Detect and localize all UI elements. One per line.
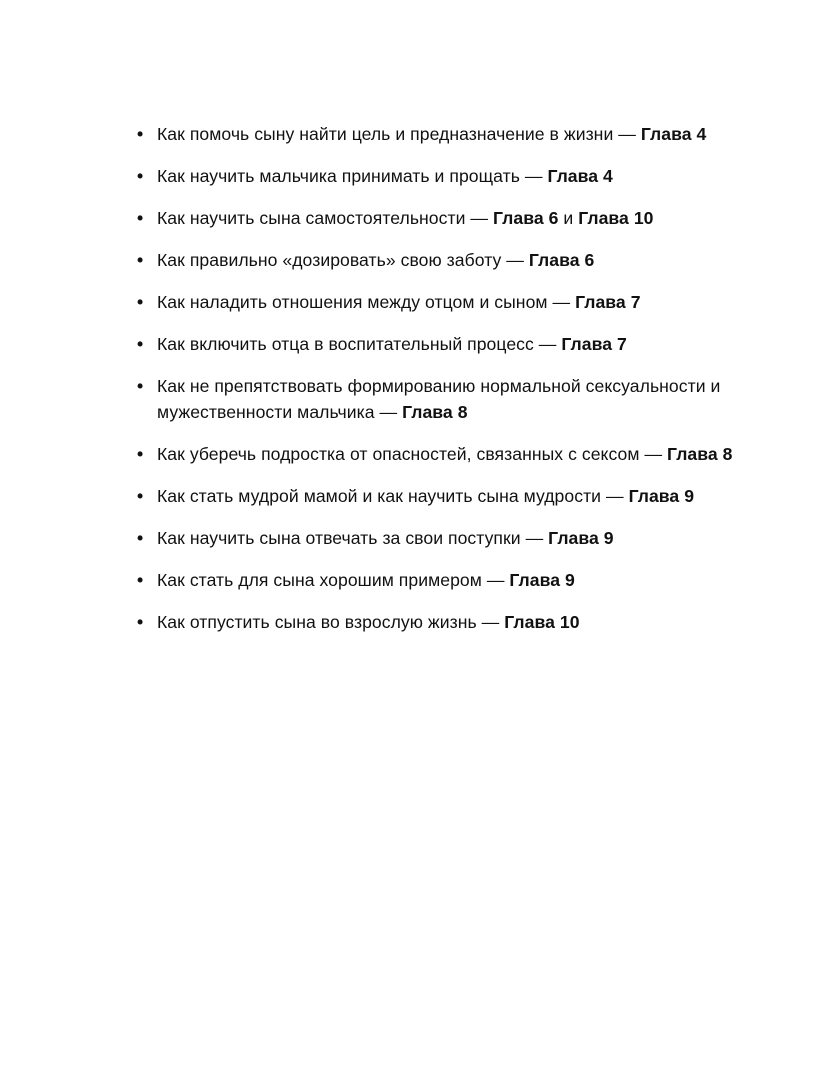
- list-item-text: Как стать мудрой мамой и как научить сына мудрости —: [157, 486, 629, 506]
- list-item: [137, 247, 777, 273]
- chapter-reference: Глава 8: [402, 402, 468, 422]
- bullet-icon: •: [137, 334, 144, 354]
- list-item-text: Как уберечь подростка от опасностей, связанных с сексом —: [157, 444, 668, 464]
- list-item: [137, 205, 777, 231]
- list-item-text: Как научить сына отвечать за свои поступки —: [157, 528, 549, 548]
- chapter-reference: Глава 4: [640, 124, 707, 144]
- bullet-icon: •: [137, 250, 144, 270]
- list-item: [137, 289, 777, 315]
- list-item: [137, 163, 777, 189]
- list-item-text: Как наладить отношения между отцом и сыном —: [157, 292, 576, 312]
- list-item-text: Как правильно «дозировать» свою заботу —: [157, 250, 529, 270]
- list-item: [137, 331, 777, 357]
- chapter-reference: Глава 10: [504, 612, 580, 632]
- list-item-text: Как не препятствовать формированию нормальной сексуальности и мужественности мальчика —: [157, 376, 721, 422]
- bullet-icon: •: [137, 166, 144, 186]
- chapter-reference: Глава 7: [561, 334, 627, 354]
- bullet-icon: •: [137, 486, 144, 506]
- topic-list: [137, 121, 777, 651]
- chapter-reference: Глава 9: [628, 486, 695, 506]
- list-item-text: Как отпустить сына во взрослую жизнь —: [157, 612, 505, 632]
- chapter-reference: Глава 10: [578, 208, 654, 228]
- bullet-icon: •: [137, 376, 144, 396]
- list-item-text: Как научить сына самостоятельности —: [157, 208, 493, 228]
- list-item-text: Как включить отца в воспитательный процесс —: [157, 334, 562, 354]
- list-item: [137, 373, 777, 425]
- list-item: [137, 483, 777, 509]
- list-item: [137, 567, 777, 593]
- chapter-reference: Глава 8: [667, 444, 733, 464]
- list-item: [137, 609, 777, 635]
- chapter-reference: Глава 7: [575, 292, 641, 312]
- list-item-text: Как помочь сыну найти цель и предназначение в жизни —: [157, 124, 641, 144]
- chapter-reference: Глава 4: [547, 166, 613, 186]
- chapter-reference: Глава 9: [509, 570, 575, 590]
- bullet-icon: •: [137, 570, 144, 590]
- bullet-icon: •: [137, 612, 144, 632]
- bullet-icon: •: [137, 292, 144, 312]
- list-item-text: Как стать для сына хорошим примером —: [157, 570, 510, 590]
- bullet-icon: •: [137, 444, 144, 464]
- list-item: [137, 441, 777, 467]
- list-item-text: Как научить мальчика принимать и прощать —: [157, 166, 548, 186]
- bullet-icon: •: [137, 528, 144, 548]
- list-item: [137, 121, 777, 147]
- chapter-reference: Глава 6: [528, 250, 595, 270]
- chapter-reference: Глава 6: [492, 208, 559, 228]
- bullet-icon: •: [137, 124, 144, 144]
- bullet-icon: •: [137, 208, 144, 228]
- chapter-joiner: и: [558, 208, 579, 228]
- chapter-reference: Глава 9: [548, 528, 614, 548]
- list-item: [137, 525, 777, 551]
